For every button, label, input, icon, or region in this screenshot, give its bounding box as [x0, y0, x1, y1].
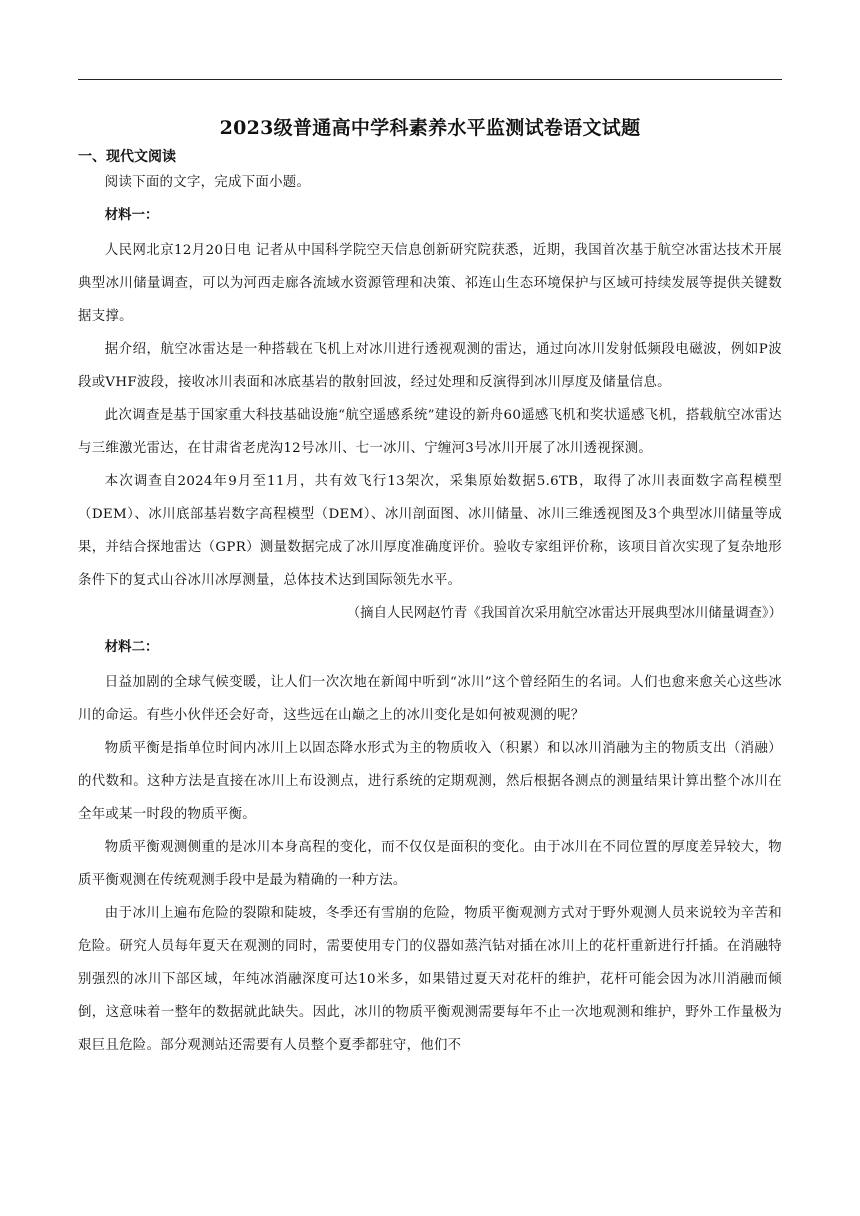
document-body	[78, 112, 782, 1062]
material-two-label: 材料二：	[104, 640, 159, 655]
material-two-paragraph: 物质平衡观测侧重的是冰川本身高程的变化，而不仅仅是面积的变化。由于冰川在不同位置的厚度差异较大，物质平衡观测在传统观测手段中是最为精确的一种方法。	[78, 840, 782, 888]
reading-instruction: 阅读下面的文字，完成下面小题。	[104, 175, 311, 190]
material-one-paragraph: 据介绍，航空冰雷达是一种搭载在飞机上对冰川进行透视观测的雷达，通过向冰川发射低频段电磁波，例如P波段或VHF波段，接收冰川表面和冰底基岩的散射回波，经过处理和反演得到冰川厚度及储量信息。	[78, 342, 782, 390]
section-heading: 一、现代文阅读	[78, 149, 176, 165]
material-two-paragraph: 日益加剧的全球气候变暖，让人们一次次地在新闻中听到“冰川”这个曾经陌生的名词。人们也愈来愈关心这些冰川的命运。有些小伙伴还会好奇，这些远在山巅之上的冰川变化是如何被观测的呢？	[78, 675, 782, 723]
material-one-paragraph: 人民网北京12月20日电 记者从中国科学院空天信息创新研究院获悉，近期，我国首次基于航空冰雷达技术开展典型冰川储量调查，可以为河西走廊各流域水资源管理和决策、祁连山生态环境保护与区域可持续发展等提供关键数据支撑。	[78, 243, 782, 324]
material-two-paragraph: 由于冰川上遍布危险的裂隙和陡坡，冬季还有雪崩的危险，物质平衡观测方式对于野外观测人员来说较为辛苦和危险。研究人员每年夏天在观测的同时，需要使用专门的仪器如蒸汽钻对插在冰川上的花杆重新进行扦插。在消融特别强烈的冰川下部区域，年纯冰消融深度可达10米多，如果错过夏天对花杆的维护，花杆可能会因为冰川消融而倾倒，这意味着一整年的数据就此缺失。因此，冰川的物质平衡观测需要每年不止一次地观测和维护，野外工作量极为艰巨且危险。部分观测站还需要有人员整个夏季都驻守，他们不	[78, 906, 782, 1053]
material-one-paragraph: 本次调查自2024年9月至11月，共有效飞行13架次，采集原始数据5.6TB，取得了冰川表面数字高程模型（DEM）、冰川底部基岩数字高程模型（DEM）、冰川剖面图、冰川储量、冰川三维透视图及3个典型冰川储量等成果，并结合探地雷达（GPR）测量数据完成了冰川厚度准确度评价。验收专家组评价称，该项目首次实现了复杂地形条件下的复式山谷冰川冰厚测量，总体技术达到国际领先水平。	[78, 474, 782, 588]
material-two-paragraph: 物质平衡是指单位时间内冰川上以固态降水形式为主的物质收入（积累）和以冰川消融为主的物质支出（消融）的代数和。这种方法是直接在冰川上布设测点，进行系统的定期观测，然后根据各测点的测量结果计算出整个冰川在全年或某一时段的物质平衡。	[78, 741, 782, 822]
material-one-label: 材料一：	[104, 208, 159, 223]
header-rule	[78, 79, 782, 80]
material-one-source: （摘自人民网赵竹青《我国首次采用航空冰雷达开展典型冰川储量调查》）	[346, 606, 782, 621]
page-title: 2023级普通高中学科素养水平监测试卷语文试题	[219, 117, 641, 139]
material-one-paragraph: 此次调查是基于国家重大科技基础设施“航空遥感系统”建设的新舟60遥感飞机和奖状遥感飞机，搭载航空冰雷达与三维激光雷达，在甘肃省老虎沟12号冰川、七一冰川、宁缠河3号冰川开展了冰川透视探测。	[78, 408, 782, 456]
